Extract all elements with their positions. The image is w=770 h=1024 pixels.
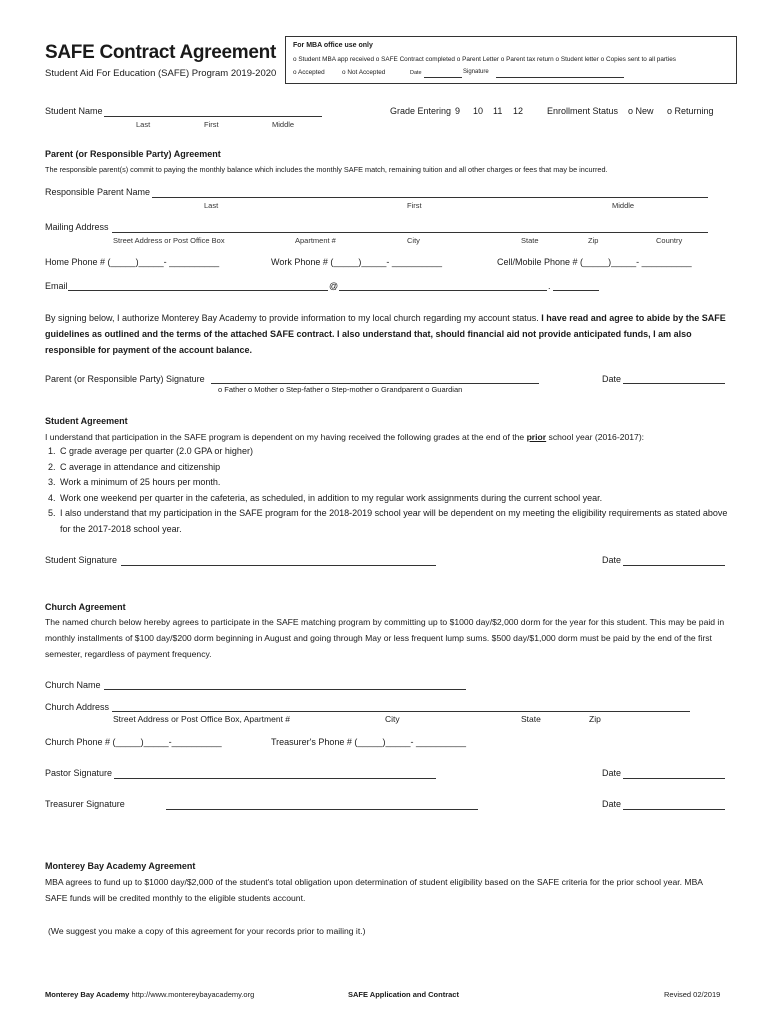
student-name-field[interactable]	[104, 116, 322, 117]
footer-org: Monterey Bay Academy	[45, 990, 130, 999]
student-date-label: Date	[602, 555, 622, 565]
relation-checkboxes[interactable]: o Father o Mother o Step-father o Step-mother o Grandparent o Guardian	[218, 385, 463, 394]
grade-option-10[interactable]: 10	[473, 106, 484, 116]
mailing-address-label: Mailing Address	[45, 222, 109, 232]
church-name-label: Church Name	[45, 680, 101, 690]
pastor-signature-field[interactable]	[114, 778, 436, 779]
student-name-label: Student Name	[45, 106, 103, 116]
email-label: Email	[45, 281, 68, 291]
copy-suggestion-note: (We suggest you make a copy of this agreement for your records prior to mailing it.)	[48, 926, 366, 936]
parent-intro-text: The responsible parent(s) commit to paying the monthly balance which includes the monthly SAFE match, remaining tuition and all other charges or fees that may be incurred.	[45, 165, 608, 174]
office-date-line[interactable]	[424, 77, 462, 78]
parent-sub-middle: Middle	[612, 201, 635, 210]
parent-sub-last: Last	[204, 201, 219, 210]
church-address-label: Church Address	[45, 702, 110, 712]
pastor-date-label: Date	[602, 768, 622, 778]
grade-option-9[interactable]: 9	[455, 106, 461, 116]
church-sub-zip: Zip	[589, 714, 601, 724]
address-sub-state: State	[521, 236, 539, 245]
enrollment-status-label: Enrollment Status	[547, 106, 619, 116]
address-sub-zip: Zip	[588, 236, 599, 245]
office-use-box	[285, 36, 737, 84]
responsible-parent-label: Responsible Parent Name	[45, 187, 151, 197]
student-agreement-intro	[45, 432, 644, 442]
form-subtitle: Student Aid For Education (SAFE) Program 2019-2020	[45, 68, 277, 79]
footer-center: SAFE Application and Contract	[348, 990, 459, 999]
student-date-field[interactable]	[623, 565, 725, 566]
email-dot: .	[548, 281, 551, 291]
address-sub-city: City	[407, 236, 420, 245]
church-address-field[interactable]	[112, 711, 690, 712]
email-tld-field[interactable]	[553, 290, 599, 291]
address-sub-apartment: Apartment #	[295, 236, 336, 245]
parent-agreement-heading: Parent (or Responsible Party) Agreement	[45, 149, 221, 159]
footer-url[interactable]: http://www.montereybayacademy.org	[131, 990, 255, 999]
church-agreement-text: The named church below hereby agrees to participate in the SAFE matching program by committing up to $1000 day/$2,000 dorm for the year for this student. This may be paid in monthly installments of $100 day/$200 dorm beginning in August and going through May or less frequent lump sums. $500 day/$1,000 dorm must be paid by the end of the first semester, regardless of payment frequency.	[45, 617, 725, 659]
student-requirements-list	[38, 444, 728, 537]
church-sub-city: City	[385, 714, 400, 724]
email-user-field[interactable]	[68, 290, 328, 291]
office-signature-line[interactable]	[496, 77, 624, 78]
student-sub-last: Last	[136, 120, 151, 129]
accepted-checkbox[interactable]: o Accepted	[293, 69, 325, 76]
authorization-bold-text: I have read and agree to abide by the SAFE guidelines as outlined and the terms of the attached SAFE contract. I also understand that, should financial aid not provide anticipated funds, I am also responsible for payment of the account balance.	[45, 313, 726, 355]
grade-entering-label: Grade Entering	[390, 106, 452, 116]
not-accepted-checkbox[interactable]: o Not Accepted	[342, 69, 386, 76]
mba-agreement-text: MBA agrees to fund up to $1000 day/$2,000 of the student's total obligation upon determination of student eligibility based on the SAFE criteria for the prior school year. MBA SAFE funds will be credited monthly to the eligible students account.	[45, 877, 703, 903]
grade-option-12[interactable]: 12	[513, 106, 524, 116]
treasurer-phone-field[interactable]: Treasurer's Phone # (_____)_____- __________	[271, 737, 467, 747]
church-name-field[interactable]	[104, 689, 466, 690]
responsible-parent-field[interactable]	[152, 197, 708, 198]
treasurer-signature-field[interactable]	[166, 809, 478, 810]
office-date-label: Date	[410, 70, 422, 76]
church-sub-state: State	[521, 714, 541, 724]
email-domain-field[interactable]	[339, 290, 547, 291]
requirement-item: 3. Work a minimum of 25 hours per month.	[58, 475, 728, 491]
home-phone-field[interactable]: Home Phone # (_____)_____- __________	[45, 257, 220, 267]
parent-sub-first: First	[407, 201, 422, 210]
requirement-item: 2. C average in attendance and citizenship	[58, 460, 728, 476]
parent-signature-field[interactable]	[211, 383, 539, 384]
mba-agreement-heading: Monterey Bay Academy Agreement	[45, 861, 196, 871]
student-agreement-heading: Student Agreement	[45, 416, 128, 426]
treasurer-date-field[interactable]	[623, 809, 725, 810]
student-signature-label: Student Signature	[45, 555, 118, 565]
student-sub-middle: Middle	[272, 120, 295, 129]
pastor-date-field[interactable]	[623, 778, 725, 779]
parent-date-field[interactable]	[623, 383, 725, 384]
form-title: SAFE Contract Agreement	[45, 42, 276, 63]
footer-revised: Revised 02/2019	[664, 990, 721, 999]
authorization-paragraph	[45, 310, 729, 358]
church-sub-street: Street Address or Post Office Box, Apartment #	[113, 714, 291, 724]
student-intro-text: I understand that participation in the SAFE program is dependent on my having received the following grades at the end of the	[45, 432, 527, 442]
office-checklist[interactable]: o Student MBA app received o SAFE Contract completed o Parent Letter o Parent tax return o Student letter o Copies sent to all parties	[293, 56, 676, 63]
student-sub-first: First	[204, 120, 219, 129]
requirement-item: 5. I also understand that my participation in the SAFE program for the 2018-2019 school year will be dependent on my meeting the eligibility requirements as stated above for the 2017-2018 school year.	[58, 506, 728, 537]
treasurer-date-label: Date	[602, 799, 622, 809]
enrollment-new-checkbox[interactable]: o New	[628, 106, 654, 116]
address-sub-country: Country	[656, 236, 683, 245]
grade-option-11[interactable]: 11	[493, 106, 503, 116]
parent-signature-label: Parent (or Responsible Party) Signature	[45, 374, 205, 384]
parent-date-label: Date	[602, 374, 622, 384]
authorization-text: By signing below, I authorize Monterey Bay Academy to provide information to my local church regarding my account status.	[45, 313, 542, 323]
pastor-signature-label: Pastor Signature	[45, 768, 113, 778]
email-at-sign: @	[329, 281, 339, 291]
address-sub-street: Street Address or Post Office Box	[113, 236, 225, 245]
cell-phone-field[interactable]: Cell/Mobile Phone # (_____)_____- __________	[497, 257, 692, 267]
requirement-item: 4. Work one weekend per quarter in the cafeteria, as scheduled, in addition to my regular work assignments during the current school year.	[58, 491, 728, 507]
enrollment-returning-checkbox[interactable]: o Returning	[667, 106, 714, 116]
church-agreement-heading: Church Agreement	[45, 602, 126, 612]
mailing-address-field[interactable]	[112, 232, 708, 233]
office-use-heading: For MBA office use only	[293, 42, 373, 49]
treasurer-signature-label: Treasurer Signature	[45, 799, 125, 809]
office-signature-label: Signature	[463, 69, 489, 75]
footer-left	[45, 990, 254, 999]
work-phone-field[interactable]: Work Phone # (_____)_____- __________	[271, 257, 442, 267]
student-signature-field[interactable]	[121, 565, 436, 566]
prior-emphasis: prior	[526, 432, 547, 442]
church-phone-field[interactable]: Church Phone # (_____)_____-__________	[45, 737, 222, 747]
requirement-item: 1. C grade average per quarter (2.0 GPA or higher)	[58, 444, 728, 460]
student-intro-post: school year (2016-2017):	[546, 432, 645, 442]
